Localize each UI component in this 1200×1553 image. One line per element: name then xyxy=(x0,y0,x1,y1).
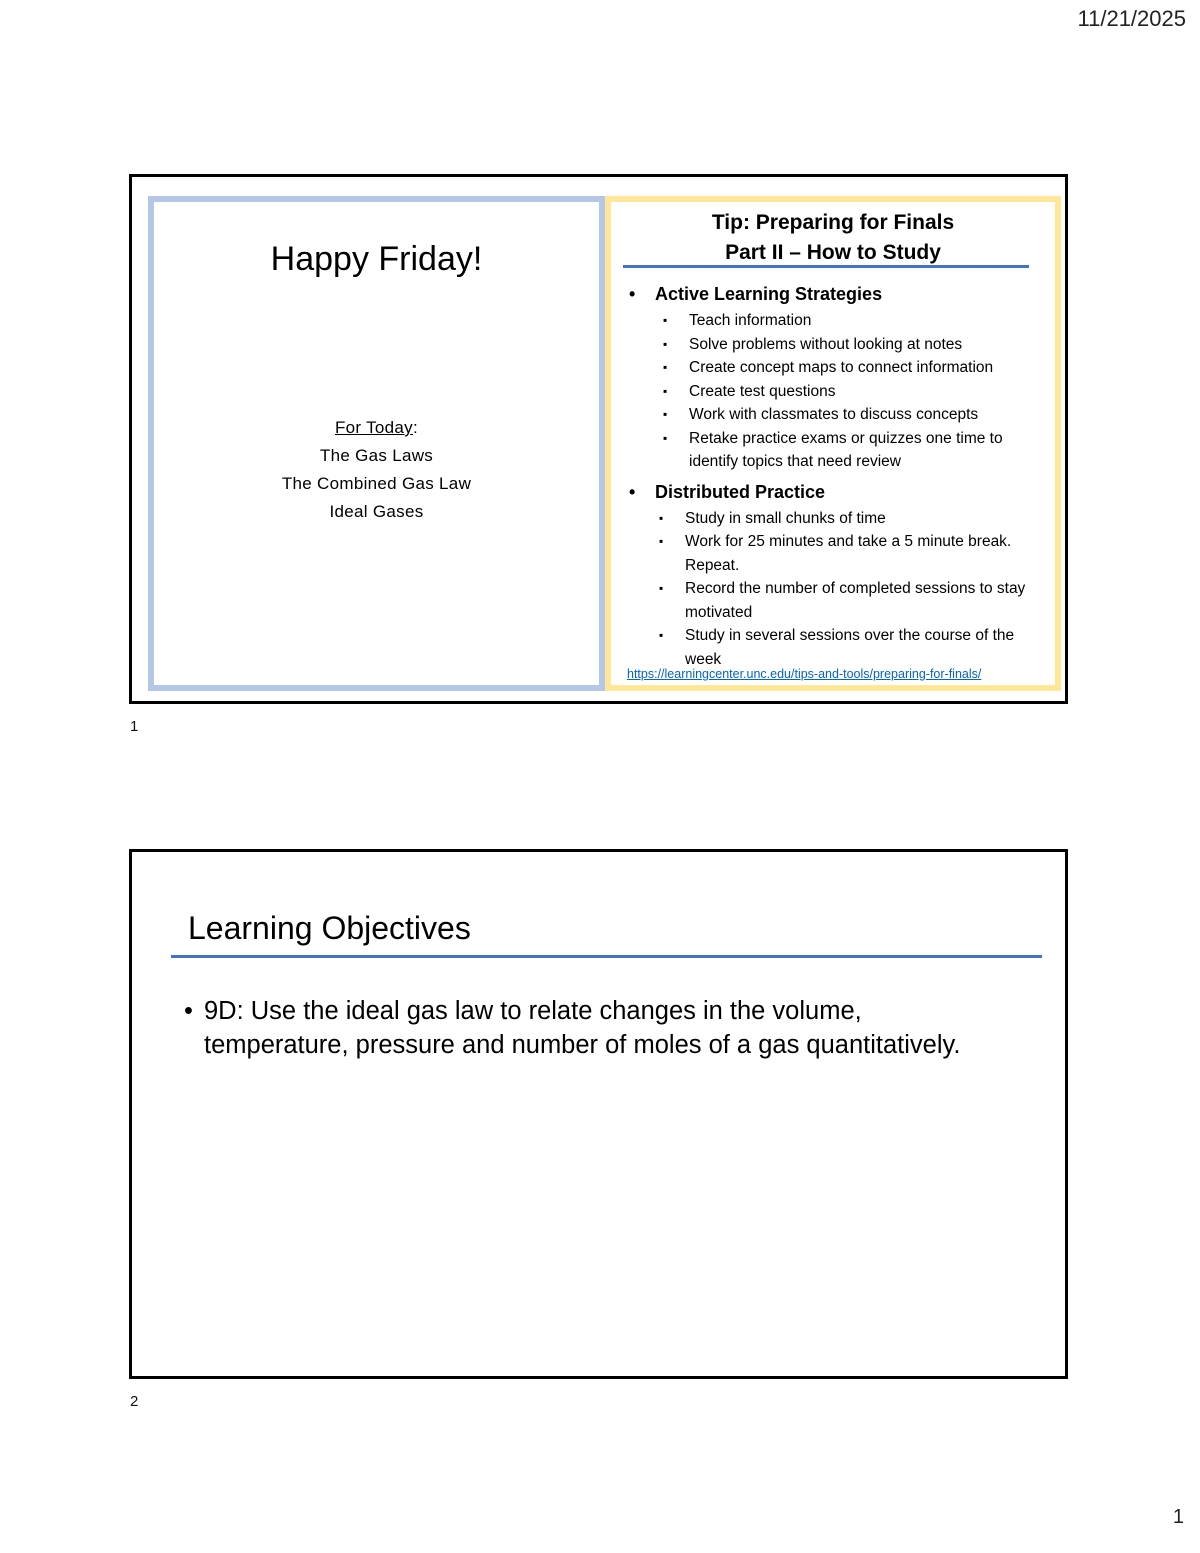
objectives-list xyxy=(184,994,984,1062)
list-item: ▪ Solve problems without looking at notes xyxy=(663,333,1047,357)
agenda-item: The Gas Laws xyxy=(319,446,434,465)
list-item: ▪ Work for 25 minutes and take a 5 minute break. Repeat. xyxy=(659,530,1047,577)
greeting-heading: Happy Friday! xyxy=(270,240,483,278)
distributed-practice-list xyxy=(629,507,1047,672)
agenda-item: The Combined Gas Law xyxy=(281,474,472,493)
slide-number: 2 xyxy=(130,1393,139,1410)
section-heading: • Distributed Practice xyxy=(629,481,826,502)
finals-tips-link[interactable]: https://learningcenter.unc.edu/tips-and-tools/preparing-for-finals/ xyxy=(627,667,982,681)
list-item: ▪ Create concept maps to connect information xyxy=(663,356,1047,380)
welcome-panel xyxy=(148,196,605,691)
agenda-heading xyxy=(154,414,599,442)
print-date: 11/21/2025 xyxy=(1077,6,1186,31)
tip-title xyxy=(611,208,1055,268)
agenda-item: Ideal Gases xyxy=(329,502,424,521)
tip-title-line-1: Tip: Preparing for Finals xyxy=(711,211,955,234)
slide-title: Learning Objectives xyxy=(188,910,471,946)
page-number: 1 xyxy=(1172,1506,1184,1528)
list-item: ▪ Create test questions xyxy=(663,380,1047,404)
objective-item: • 9D: Use the ideal gas law to relate changes in the volume, temperature, pressure and number of moles of a gas quantitatively. xyxy=(184,994,984,1062)
study-tip-panel xyxy=(605,196,1061,691)
agenda xyxy=(154,414,599,526)
list-item: ▪ Teach information xyxy=(663,309,1047,333)
active-learning-list xyxy=(629,309,1047,474)
list-item: ▪ Study in small chunks of time xyxy=(659,507,1047,531)
tip-content xyxy=(629,284,1047,679)
title-divider xyxy=(171,955,1042,958)
slide-number: 1 xyxy=(130,718,139,735)
list-item: ▪ Work with classmates to discuss concepts xyxy=(663,403,1047,427)
agenda-label: For Today xyxy=(334,418,413,437)
section-heading: • Active Learning Strategies xyxy=(629,284,883,304)
list-item: ▪ Record the number of completed sessions to stay motivated xyxy=(659,577,1047,624)
list-item: ▪ Study in several sessions over the course of the week xyxy=(659,624,1047,671)
title-divider xyxy=(623,265,1029,268)
tip-title-line-2: Part II – How to Study xyxy=(725,241,941,264)
list-item: ▪ Retake practice exams or quizzes one time to identify topics that need review xyxy=(663,427,1047,474)
slide-2 xyxy=(129,849,1068,1379)
objective-text: 9D: Use the ideal gas law to relate changes in the volume, temperature, pressure and number of moles of a gas quantitatively. xyxy=(204,997,961,1059)
slide-1 xyxy=(129,174,1068,704)
agenda-colon: : xyxy=(412,418,418,437)
